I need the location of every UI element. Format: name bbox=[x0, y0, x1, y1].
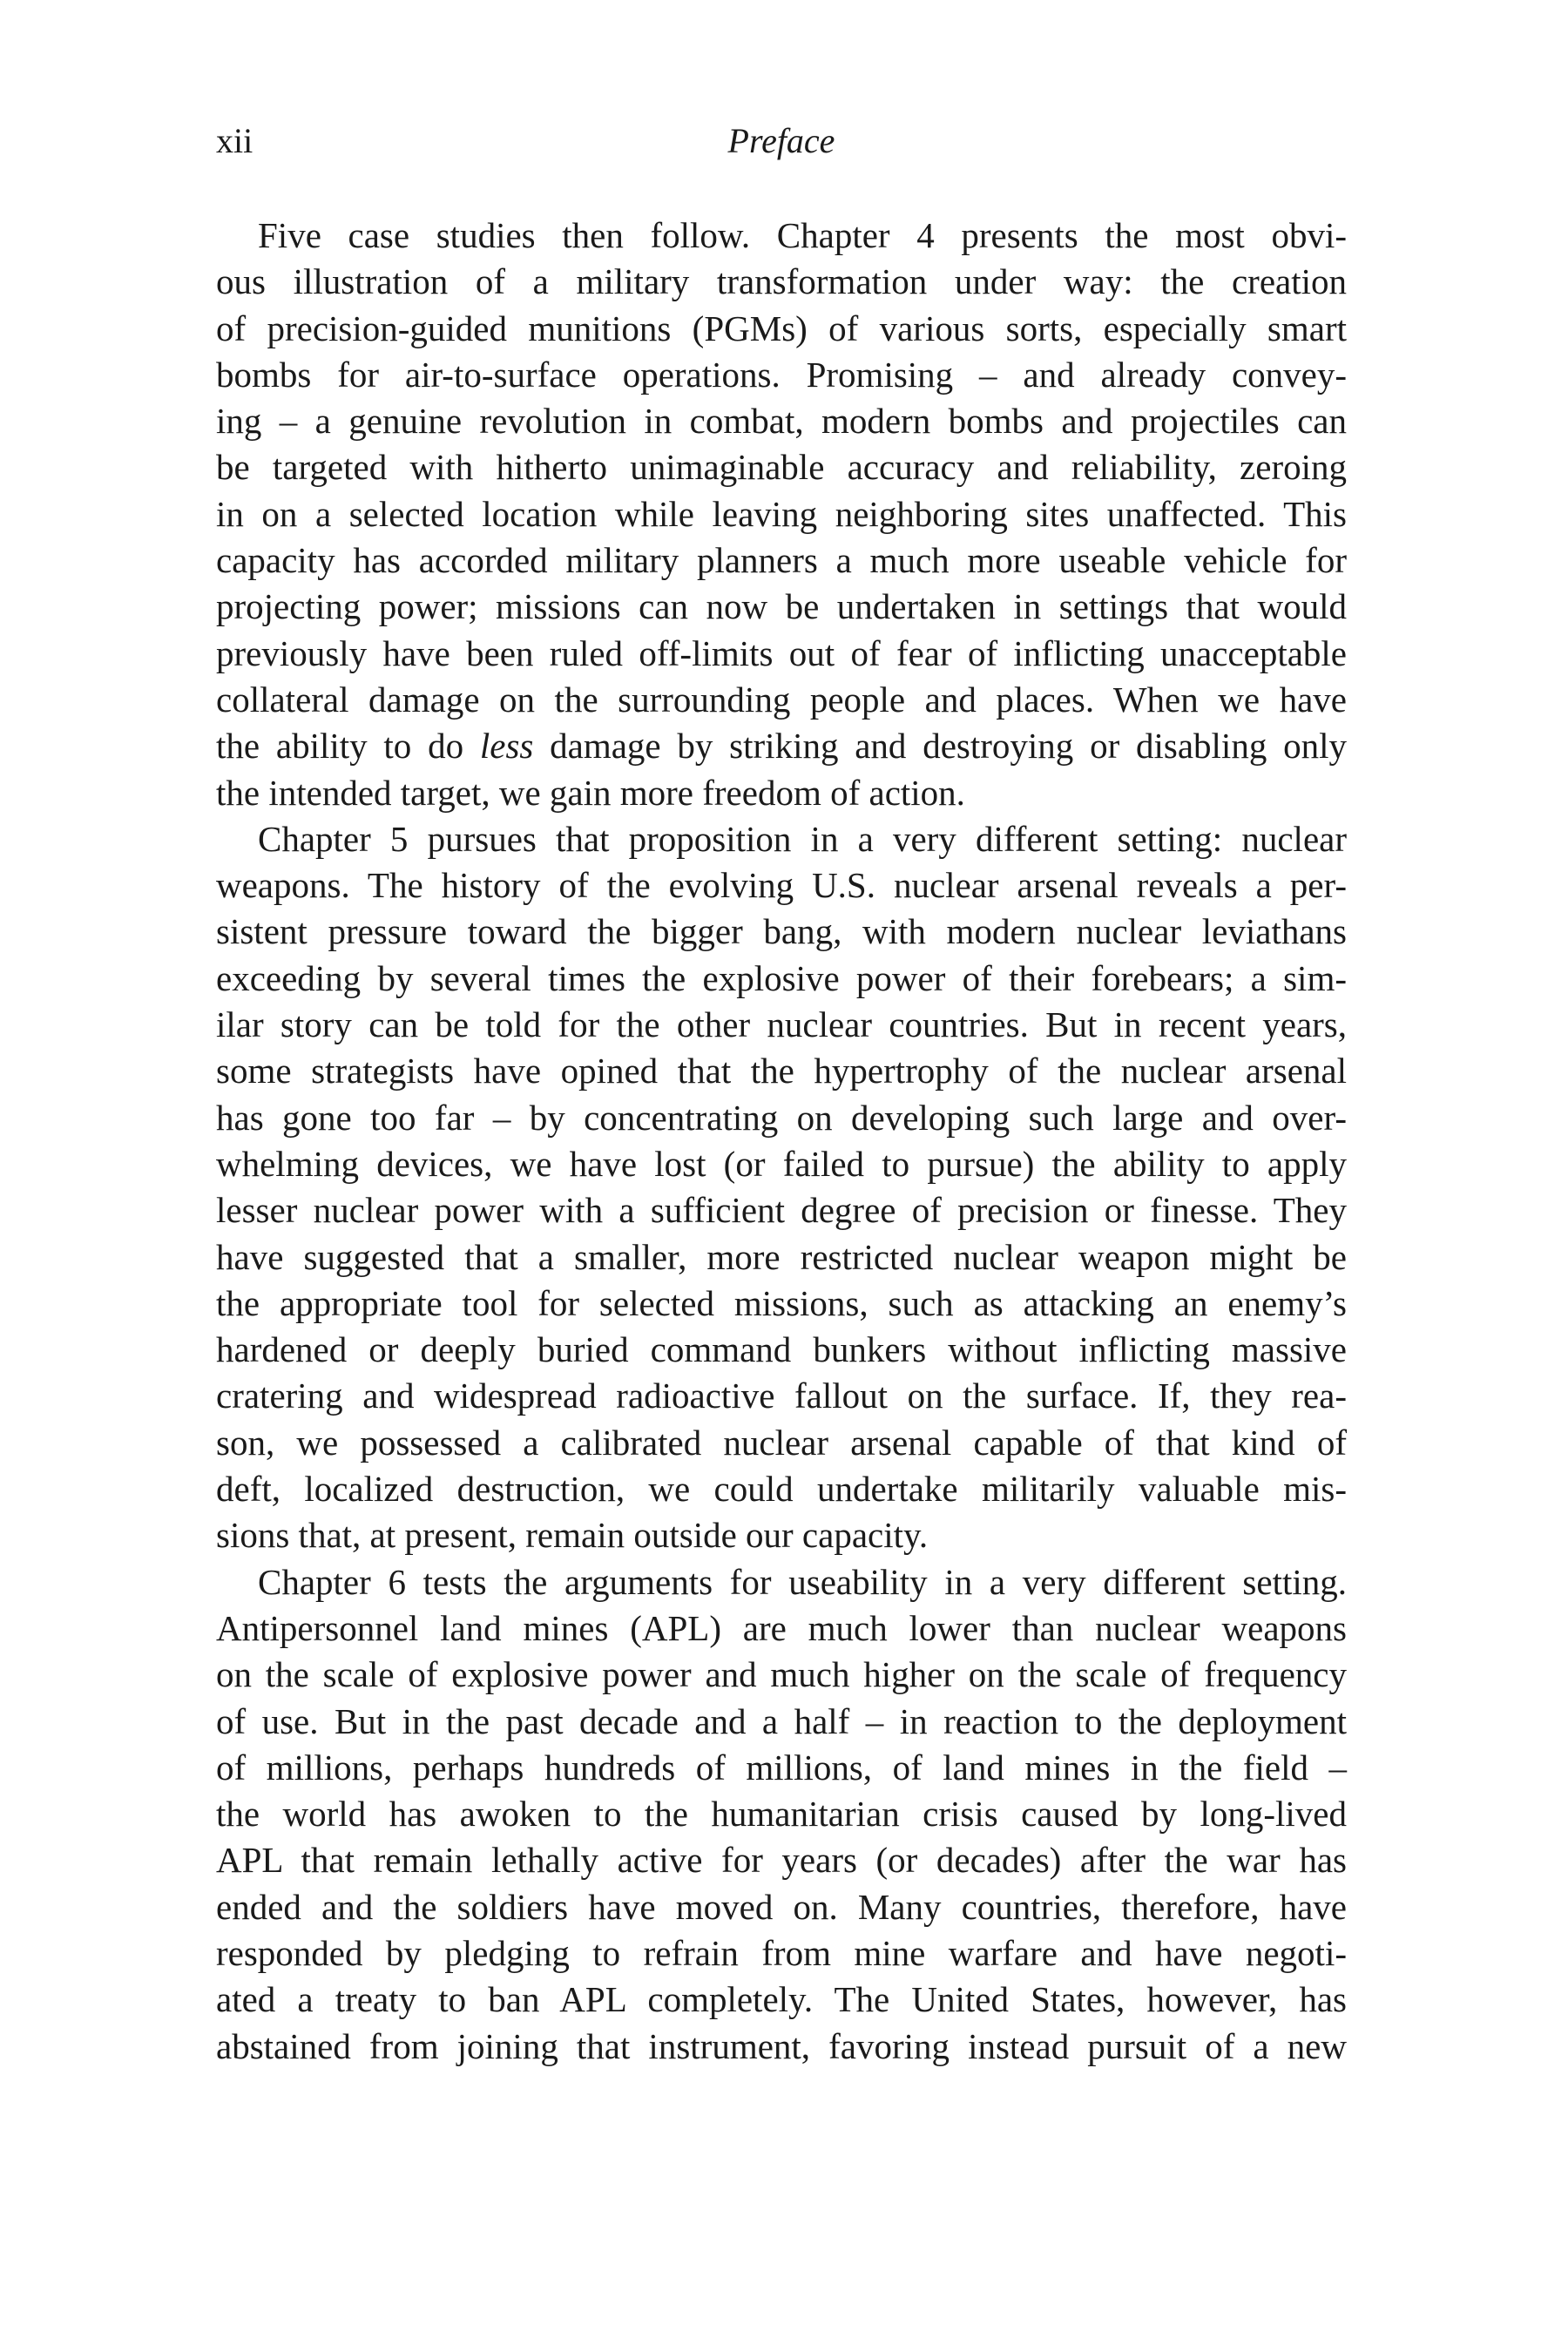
text-line: of use. But in the past decade and a half – in reaction to the deployment bbox=[216, 1700, 1347, 1741]
text-line: APL that remain lethally active for years (or decades) after the war has bbox=[216, 1840, 1347, 1881]
text-line: has gone too far – by concentrating on developing such large and over- bbox=[216, 1097, 1347, 1138]
text-line: the intended target, we gain more freedom of action. bbox=[216, 772, 965, 813]
text-line: weapons. The history of the evolving U.S. nuclear arsenal reveals a per- bbox=[216, 865, 1347, 906]
text-line: abstained from joining that instrument, favoring instead pursuit of a new bbox=[216, 2025, 1347, 2066]
text-line: some strategists have opined that the hypertrophy of the nuclear arsenal bbox=[216, 1051, 1347, 1092]
text-line: hardened or deeply buried command bunkers without inflicting massive bbox=[216, 1329, 1347, 1370]
text-line: the appropriate tool for selected missions, such as attacking an enemy’s bbox=[216, 1282, 1347, 1323]
text-line: ated a treaty to ban APL completely. The United States, however, has bbox=[216, 1979, 1347, 2020]
text-line: previously have been ruled off-limits out of fear of inflicting unacceptable bbox=[216, 632, 1347, 673]
page-number: xii bbox=[216, 121, 253, 160]
text-segment: damage by striking and destroying or disabling only bbox=[533, 726, 1347, 767]
text-line: Chapter 6 tests the arguments for useability in a very different setting. bbox=[258, 1561, 1347, 1602]
text-line: Five case studies then follow. Chapter 4 presents the most obvi- bbox=[258, 215, 1347, 255]
text-line: Chapter 5 pursues that proposition in a very different setting: nuclear bbox=[258, 818, 1347, 859]
text-line: of millions, perhaps hundreds of millions, of land mines in the field – bbox=[216, 1747, 1347, 1788]
text-line: sions that, at present, remain outside our capacity. bbox=[216, 1515, 929, 1556]
text-line: sistent pressure toward the bigger bang, with modern nuclear leviathans bbox=[216, 911, 1347, 952]
text-line: exceeding by several times the explosive power of their forebears; a sim- bbox=[216, 957, 1347, 998]
text-line: ended and the soldiers have moved on. Many countries, therefore, have bbox=[216, 1886, 1347, 1927]
text-line: the world has awoken to the humanitarian crisis caused by long-lived bbox=[216, 1794, 1347, 1835]
text-line: son, we possessed a calibrated nuclear arsenal capable of that kind of bbox=[216, 1422, 1347, 1463]
paragraph bbox=[216, 816, 1347, 1559]
text-line: collateral damage on the surrounding people and places. When we have bbox=[216, 679, 1347, 720]
text-line: cratering and widespread radioactive fallout on the surface. If, they rea- bbox=[216, 1375, 1347, 1416]
text-line: bombs for air-to-surface operations. Promising – and already convey- bbox=[216, 354, 1347, 395]
emphasis: less bbox=[479, 726, 534, 767]
paragraph bbox=[216, 1559, 1347, 2070]
text-line: whelming devices, we have lost (or failed to pursue) the ability to apply bbox=[216, 1143, 1347, 1184]
text-line: have suggested that a smaller, more restricted nuclear weapon might be bbox=[216, 1236, 1347, 1277]
text-line: of precision-guided munitions (PGMs) of various sorts, especially smart bbox=[216, 308, 1347, 348]
text-line: Antipersonnel land mines (APL) are much lower than nuclear weapons bbox=[216, 1607, 1347, 1648]
text-line: ous illustration of a military transformation under way: the creation bbox=[216, 261, 1347, 302]
text-line: lesser nuclear power with a sufficient degree of precision or finesse. They bbox=[216, 1190, 1347, 1231]
text-line: in on a selected location while leaving neighboring sites unaffected. This bbox=[216, 493, 1347, 534]
text-line bbox=[216, 723, 1347, 769]
text-segment: the ability to do bbox=[216, 726, 480, 767]
text-line: be targeted with hitherto unimaginable accuracy and reliability, zeroing bbox=[216, 447, 1347, 488]
running-title: Preface bbox=[727, 121, 835, 160]
text-line: responded by pledging to refrain from mine warfare and have negoti- bbox=[216, 1932, 1347, 1973]
paragraph bbox=[216, 213, 1347, 816]
text-line: ing – a genuine revolution in combat, modern bombs and projectiles can bbox=[216, 401, 1347, 442]
text-line: projecting power; missions can now be undertaken in settings that would bbox=[216, 586, 1347, 627]
text-line: on the scale of explosive power and much higher on the scale of frequency bbox=[216, 1654, 1347, 1695]
text-line: ilar story can be told for the other nuclear countries. But in recent years, bbox=[216, 1004, 1347, 1045]
body-text bbox=[216, 213, 1347, 2070]
text-line: deft, localized destruction, we could undertake militarily valuable mis- bbox=[216, 1469, 1347, 1510]
running-head bbox=[216, 115, 1347, 167]
text-line: capacity has accorded military planners a much more useable vehicle for bbox=[216, 540, 1347, 581]
